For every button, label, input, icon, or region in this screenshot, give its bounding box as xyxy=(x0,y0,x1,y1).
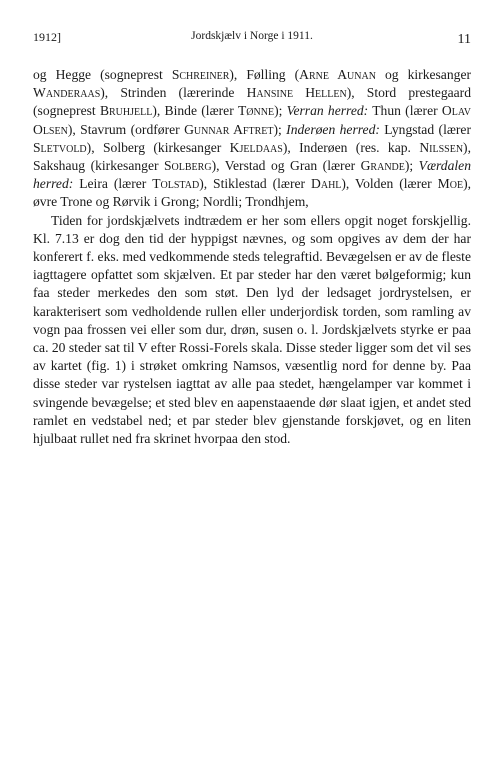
place-heading-italic: Inderøen herred: xyxy=(286,121,380,137)
name-smallcaps: Nilssen xyxy=(419,139,464,155)
place-heading-italic: Værdalen herred: xyxy=(33,158,472,192)
text-run: og Hegge (sogneprest xyxy=(33,67,172,82)
text-run: ), Volden (lærer xyxy=(341,176,438,192)
name-smallcaps: Solberg xyxy=(164,158,212,174)
name-smallcaps: Tolstad xyxy=(152,176,200,192)
name-smallcaps: Arne Aunan xyxy=(299,67,376,82)
name-smallcaps: Tønne xyxy=(238,103,275,119)
text-run: ), Solberg (kirkesanger xyxy=(86,139,230,155)
text-run: ); xyxy=(404,158,419,174)
text-run: ); xyxy=(273,121,287,137)
text-run: Leira (lærer xyxy=(73,176,153,192)
page xyxy=(33,30,471,448)
name-smallcaps: Grande xyxy=(360,158,405,174)
text-run: ); xyxy=(274,103,287,119)
header-year: 1912] xyxy=(33,30,61,44)
name-smallcaps: Wanderaas xyxy=(33,85,101,101)
text-run: ), Binde (lærer xyxy=(152,103,238,119)
text-run: og kirkesanger xyxy=(375,67,471,82)
text-run: ), øvre Trone og Rørvik i Grong; Nordli; Trondhjem, xyxy=(33,176,471,210)
paragraph-1 xyxy=(33,66,471,212)
name-smallcaps: Dahl xyxy=(311,176,342,192)
text-run: ), Følling ( xyxy=(229,67,300,82)
text-run: ), Sakshaug (kirkesanger xyxy=(33,139,471,174)
body-text xyxy=(33,66,471,448)
name-smallcaps: Gunnar Aftret xyxy=(184,121,274,137)
name-smallcaps: Moe xyxy=(437,176,464,192)
page-number: 11 xyxy=(457,32,471,47)
name-smallcaps: Kjeldaas xyxy=(229,139,283,155)
text-run: ), Strinden (lærerinde xyxy=(100,85,247,101)
name-smallcaps: Sletvold xyxy=(33,139,87,155)
text-run: ), Stiklestad (lærer xyxy=(199,176,312,192)
text-run: ), Stord prestegaard (sogneprest xyxy=(33,85,472,119)
name-smallcaps: Schreiner xyxy=(171,67,230,82)
running-head xyxy=(33,30,471,52)
name-smallcaps: Hansine Hellen xyxy=(246,85,347,101)
text-run: Lyngstad (lærer xyxy=(379,121,471,137)
header-title: Jordskjælv i Norge i 1911. xyxy=(191,30,313,42)
text-run: ), Verstad og Gran (lærer xyxy=(211,158,361,174)
place-heading-italic: Verran herred: xyxy=(286,103,369,119)
text-run: Thun (lærer xyxy=(368,103,442,119)
paragraph-3: Tiden for jordskjælvets indtrædem er her som ellers opgit noget forskjellig. Kl. 7.13 er dog den tid der hyppigst nævnes, og som opgives av dem der har konferert f. eks. med vedkommende steds telegraftid. Bevægelsen er av de fleste iagttagere opfattet som skjælven. Et par steder har den været bølgeformig; kun faa steder merkedes den som støt. Den lyd der ledsaget jordrystelsen, er karakterisert som vedholdende rullen eller underjordisk torden, som ramling av vogn paa frossen vei eller som dur, drøn, susen o. l. Jordskjælvets styrke er paa ca. 20 steder sat til V efter Rossi-Forels skala. Disse steder ligger som det vil ses av kartet (fig. 1) i strøket omkring Namsos, væsentlig nord for denne by. Paa disse steder var rystelsen iagttat av alle paa stedet, hængelamper var kommet i svingende bevægelse; et sted blev en aapenstaaende dør slaat igjen, et andet sted ramlet en vedstabel ned; et par steder blev gjenstande forskjøvet, og en liten hjulbaat rullet ned fra skrinet hvorpaa den stod. xyxy=(33,212,471,447)
text-run: ), Stavrum (ordfører xyxy=(67,121,185,137)
name-smallcaps: Olav Olsen xyxy=(33,103,471,137)
name-smallcaps: Bruhjell xyxy=(99,103,153,119)
text-run: ), Inderøen (res. kap. xyxy=(282,139,420,155)
